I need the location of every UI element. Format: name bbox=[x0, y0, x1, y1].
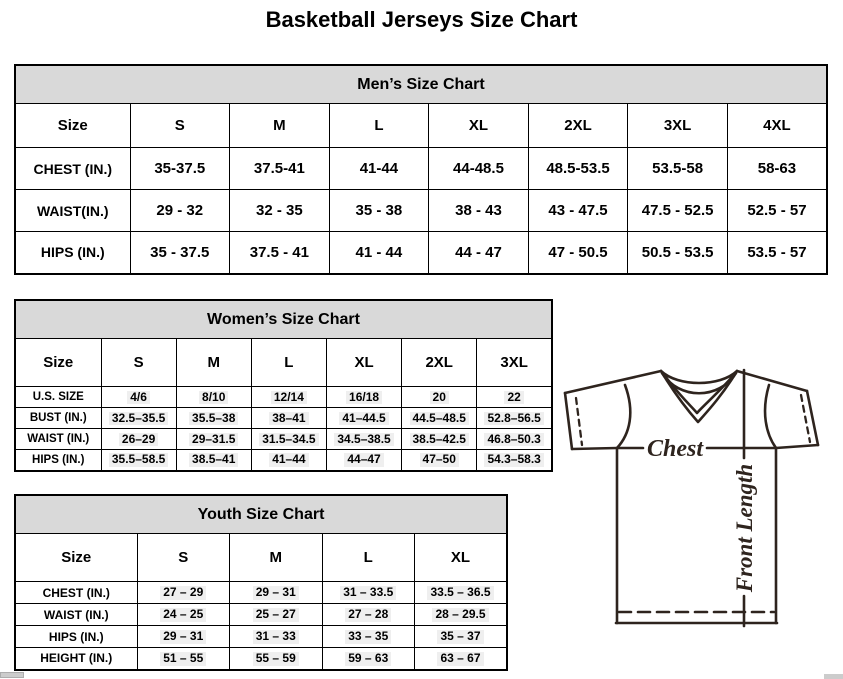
jersey-right-shoulder-line bbox=[737, 371, 807, 391]
size-value: 29 - 32 bbox=[156, 202, 204, 219]
size-value-cell bbox=[251, 408, 326, 429]
row-label: HIPS (IN.) bbox=[15, 450, 101, 471]
size-value: 31 – 33 bbox=[253, 630, 299, 644]
chest-label: Chest bbox=[646, 436, 704, 462]
size-value: 48.5-53.5 bbox=[546, 160, 610, 177]
size-value-cell bbox=[176, 429, 251, 450]
size-value-cell bbox=[137, 626, 230, 648]
column-header: Size bbox=[15, 534, 137, 582]
row-label: HEIGHT (IN.) bbox=[15, 648, 137, 670]
size-value-cell bbox=[329, 148, 429, 190]
size-value: 63 – 67 bbox=[437, 652, 483, 666]
size-value-cell bbox=[415, 604, 508, 626]
youth-size-table bbox=[14, 494, 508, 671]
size-value-cell bbox=[322, 604, 415, 626]
column-header: Size bbox=[15, 339, 101, 387]
womens-columns-row bbox=[15, 339, 552, 387]
size-value: 8/10 bbox=[199, 391, 228, 405]
size-value: 41–44.5 bbox=[339, 412, 388, 426]
size-value: 27 – 29 bbox=[160, 586, 206, 600]
size-value-cell bbox=[230, 604, 323, 626]
size-value: 47 - 50.5 bbox=[548, 243, 608, 261]
scrollbar-fragment-left[interactable] bbox=[0, 672, 24, 678]
size-value-cell bbox=[326, 408, 401, 429]
size-value-cell bbox=[137, 648, 230, 670]
size-value: 41–44 bbox=[269, 453, 308, 467]
size-value-cell bbox=[101, 429, 176, 450]
size-value: 29 – 31 bbox=[160, 630, 206, 644]
jersey-right-armhole-curve bbox=[765, 385, 776, 448]
size-value-cell bbox=[176, 387, 251, 408]
jersey-left-sleeve-underside bbox=[572, 448, 617, 449]
column-header: XL bbox=[326, 339, 401, 387]
row-label: HIPS (IN.) bbox=[15, 626, 137, 648]
column-header: XL bbox=[415, 534, 508, 582]
size-value-cell bbox=[137, 604, 230, 626]
size-value: 47–50 bbox=[420, 453, 459, 467]
column-header: 3XL bbox=[628, 104, 728, 148]
size-value-cell bbox=[326, 429, 401, 450]
table-row bbox=[15, 190, 827, 232]
size-value-cell bbox=[251, 387, 326, 408]
size-value: 52.8–56.5 bbox=[484, 412, 543, 426]
column-header: 3XL bbox=[477, 339, 552, 387]
column-header: L bbox=[329, 104, 429, 148]
mens-chart-title: Men’s Size Chart bbox=[15, 65, 827, 104]
size-value: 38.5–42.5 bbox=[410, 433, 469, 447]
size-value-cell bbox=[326, 387, 401, 408]
column-header: M bbox=[230, 104, 330, 148]
size-value-cell bbox=[230, 582, 323, 604]
size-value: 50.5 - 53.5 bbox=[641, 243, 714, 261]
mens-size-table bbox=[14, 64, 828, 275]
size-value: 44-48.5 bbox=[453, 160, 504, 177]
row-label: WAIST (IN.) bbox=[15, 604, 137, 626]
size-value-cell bbox=[477, 450, 552, 471]
column-header: M bbox=[176, 339, 251, 387]
page-title: Basketball Jerseys Size Chart bbox=[265, 7, 578, 32]
table-row bbox=[15, 148, 827, 190]
size-value: 38 - 43 bbox=[455, 202, 502, 219]
jersey-right-sleeve-underside bbox=[776, 445, 818, 448]
size-value-cell bbox=[477, 429, 552, 450]
column-header: Size bbox=[15, 104, 130, 148]
column-header: L bbox=[251, 339, 326, 387]
table-row bbox=[15, 450, 552, 471]
jersey-right-sleeve-cuff bbox=[807, 391, 818, 445]
size-value: 32.5–35.5 bbox=[109, 412, 168, 426]
size-value: 53.5-58 bbox=[652, 160, 704, 177]
size-value: 28 – 29.5 bbox=[432, 608, 488, 622]
size-value-cell bbox=[230, 648, 323, 670]
size-value-cell bbox=[429, 190, 529, 232]
size-value: 38–41 bbox=[269, 412, 308, 426]
size-value-cell bbox=[251, 450, 326, 471]
size-value: 35 - 37.5 bbox=[150, 243, 210, 261]
table-row bbox=[15, 648, 507, 670]
jersey-left-shoulder-line bbox=[565, 371, 661, 393]
row-label: U.S. SIZE bbox=[15, 387, 101, 408]
size-value: 35.5–58.5 bbox=[109, 453, 168, 467]
size-value: 47.5 - 52.5 bbox=[641, 202, 714, 219]
size-value: 35-37.5 bbox=[154, 160, 206, 177]
jersey-left-sleeve-cuff bbox=[565, 393, 572, 449]
size-value-cell bbox=[329, 232, 429, 274]
size-value: 29–31.5 bbox=[189, 433, 238, 447]
table-row bbox=[15, 408, 552, 429]
size-value-cell bbox=[101, 450, 176, 471]
table-row bbox=[15, 232, 827, 274]
jersey-left-cuff-dashed-line bbox=[576, 398, 582, 445]
size-value-cell bbox=[429, 148, 529, 190]
size-value-cell bbox=[402, 408, 477, 429]
size-value: 37.5-41 bbox=[253, 160, 305, 177]
size-value-cell bbox=[528, 232, 628, 274]
size-value: 41 - 44 bbox=[355, 243, 403, 261]
size-value: 33.5 – 36.5 bbox=[427, 586, 493, 600]
womens-size-table bbox=[14, 299, 553, 472]
column-header: M bbox=[230, 534, 323, 582]
size-value: 38.5–41 bbox=[189, 453, 238, 467]
size-value-cell bbox=[230, 626, 323, 648]
size-value: 27 – 28 bbox=[345, 608, 391, 622]
size-value-cell bbox=[101, 387, 176, 408]
size-value: 4/6 bbox=[127, 391, 150, 405]
size-value: 25 – 27 bbox=[253, 608, 299, 622]
size-value: 31.5–34.5 bbox=[259, 433, 318, 447]
column-header: S bbox=[101, 339, 176, 387]
size-value: 32 - 35 bbox=[255, 202, 303, 219]
column-header: 4XL bbox=[727, 104, 827, 148]
size-value: 29 – 31 bbox=[253, 586, 299, 600]
size-value: 35.5–38 bbox=[189, 412, 238, 426]
size-value: 54.3–58.3 bbox=[484, 453, 543, 467]
row-label: HIPS (IN.) bbox=[15, 232, 130, 274]
size-value: 33 – 35 bbox=[345, 630, 391, 644]
size-value-cell bbox=[628, 148, 728, 190]
size-value-cell bbox=[477, 408, 552, 429]
size-value: 59 – 63 bbox=[345, 652, 391, 666]
row-label: WAIST(IN.) bbox=[15, 190, 130, 232]
size-value: 12/14 bbox=[271, 391, 307, 405]
size-value-cell bbox=[130, 148, 230, 190]
size-value: 41-44 bbox=[359, 160, 399, 177]
size-value-cell bbox=[628, 232, 728, 274]
size-value-cell bbox=[251, 429, 326, 450]
size-value: 44 - 47 bbox=[455, 243, 502, 261]
size-value: 37.5 - 41 bbox=[249, 243, 309, 261]
size-value-cell bbox=[402, 429, 477, 450]
scrollbar-fragment-right[interactable] bbox=[824, 674, 843, 679]
size-value: 16/18 bbox=[346, 391, 382, 405]
column-header: XL bbox=[429, 104, 529, 148]
size-value-cell bbox=[130, 190, 230, 232]
size-value-cell bbox=[329, 190, 429, 232]
size-value: 35 – 37 bbox=[437, 630, 483, 644]
size-value: 55 – 59 bbox=[253, 652, 299, 666]
size-value-cell bbox=[326, 450, 401, 471]
jersey-diagram bbox=[558, 360, 824, 632]
size-value-cell bbox=[176, 450, 251, 471]
row-label: CHEST (IN.) bbox=[15, 582, 137, 604]
size-value-cell bbox=[230, 148, 330, 190]
size-value-cell bbox=[322, 582, 415, 604]
mens-columns-row bbox=[15, 104, 827, 148]
size-value: 24 – 25 bbox=[160, 608, 206, 622]
size-value-cell bbox=[402, 387, 477, 408]
womens-chart-title: Women’s Size Chart bbox=[15, 300, 552, 339]
size-value: 43 - 47.5 bbox=[548, 202, 608, 219]
size-value: 46.8–50.3 bbox=[484, 433, 543, 447]
size-value-cell bbox=[130, 232, 230, 274]
front-length-label: Front Length bbox=[732, 463, 757, 593]
row-label: WAIST (IN.) bbox=[15, 429, 101, 450]
column-header: 2XL bbox=[402, 339, 477, 387]
row-label: BUST (IN.) bbox=[15, 408, 101, 429]
size-value-cell bbox=[322, 648, 415, 670]
size-value: 58-63 bbox=[757, 160, 797, 177]
size-value-cell bbox=[230, 190, 330, 232]
womens-table-body bbox=[15, 387, 552, 471]
size-value: 20 bbox=[430, 391, 449, 405]
size-value-cell bbox=[415, 582, 508, 604]
size-value: 35 - 38 bbox=[355, 202, 403, 219]
youth-chart-header bbox=[15, 495, 507, 534]
size-value: 34.5–38.5 bbox=[334, 433, 393, 447]
size-value-cell bbox=[528, 148, 628, 190]
size-value: 31 – 33.5 bbox=[340, 586, 396, 600]
youth-columns-row bbox=[15, 534, 507, 582]
size-value: 52.5 - 57 bbox=[747, 202, 807, 219]
size-value-cell bbox=[429, 232, 529, 274]
mens-chart-header bbox=[15, 65, 827, 104]
size-value: 51 – 55 bbox=[160, 652, 206, 666]
table-row bbox=[15, 582, 507, 604]
size-value-cell bbox=[101, 408, 176, 429]
size-value-cell bbox=[137, 582, 230, 604]
youth-chart-title: Youth Size Chart bbox=[15, 495, 507, 534]
size-value: 44.5–48.5 bbox=[410, 412, 469, 426]
table-row bbox=[15, 604, 507, 626]
size-value: 22 bbox=[504, 391, 523, 405]
size-value: 53.5 - 57 bbox=[747, 243, 807, 261]
mens-table-body bbox=[15, 148, 827, 274]
table-row bbox=[15, 387, 552, 408]
table-row bbox=[15, 626, 507, 648]
size-value-cell bbox=[727, 148, 827, 190]
size-value: 44–47 bbox=[344, 453, 383, 467]
size-value-cell bbox=[727, 232, 827, 274]
size-value-cell bbox=[628, 190, 728, 232]
youth-table-body bbox=[15, 582, 507, 670]
size-value-cell bbox=[727, 190, 827, 232]
table-row bbox=[15, 429, 552, 450]
size-value-cell bbox=[415, 648, 508, 670]
size-value-cell bbox=[415, 626, 508, 648]
size-value-cell bbox=[176, 408, 251, 429]
size-value-cell bbox=[322, 626, 415, 648]
womens-chart-header bbox=[15, 300, 552, 339]
size-value-cell bbox=[477, 387, 552, 408]
row-label: CHEST (IN.) bbox=[15, 148, 130, 190]
column-header: L bbox=[322, 534, 415, 582]
size-value: 26–29 bbox=[119, 433, 158, 447]
jersey-collar-top-curve bbox=[661, 371, 737, 383]
size-value-cell bbox=[230, 232, 330, 274]
size-value-cell bbox=[402, 450, 477, 471]
jersey-left-armhole-curve bbox=[617, 385, 630, 448]
column-header: S bbox=[130, 104, 230, 148]
column-header: S bbox=[137, 534, 230, 582]
column-header: 2XL bbox=[528, 104, 628, 148]
size-value-cell bbox=[528, 190, 628, 232]
